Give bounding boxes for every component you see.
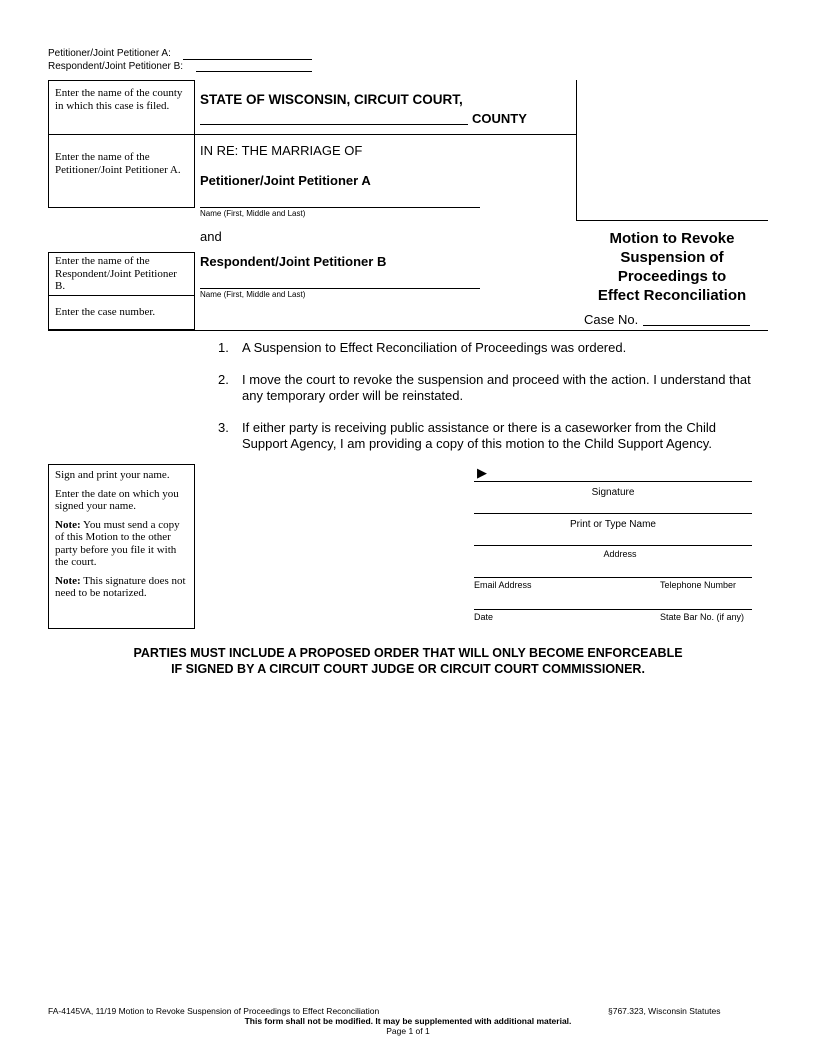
footer-form-id: FA-4145VA, 11/19 Motion to Revoke Suspension of Proceedings to Effect Reconciliation	[48, 1006, 380, 1016]
signature-label: Signature	[591, 487, 635, 498]
print-name-label: Print or Type Name	[570, 519, 656, 530]
motion-item-3-text: If either party is receiving public assistance or there is a caseworker from the Child Support Agency, I am providing a copy of this motion to the Child Support Agency.	[242, 420, 716, 451]
petitioner-a-header-label: Petitioner/Joint Petitioner A:	[48, 48, 171, 59]
caption-divider-right	[576, 220, 768, 221]
footer-statute: §767.323, Wisconsin Statutes	[608, 1006, 721, 1016]
print-name-line[interactable]	[474, 513, 752, 514]
date-bar-line[interactable]	[474, 609, 752, 610]
court-title: STATE OF WISCONSIN, CIRCUIT COURT,	[200, 92, 463, 107]
motion-item-1	[218, 340, 758, 356]
instruction-county: Enter the name of the county in which this case is filed.	[55, 87, 183, 112]
email-label: Email Address	[474, 580, 532, 590]
caption-divider-court	[194, 134, 576, 135]
county-name-line[interactable]	[200, 124, 468, 125]
signature-instructions	[55, 469, 189, 600]
instruction-note-send-copy	[55, 519, 189, 569]
note-label-2: Note:	[55, 574, 81, 587]
motion-item-1-text: A Suspension to Effect Reconciliation of Proceedings was ordered.	[242, 340, 627, 355]
instruction-date: Enter the date on which you signed your name.	[55, 487, 179, 512]
form-title-line-3: Proceedings to	[617, 268, 727, 285]
signature-instruction-box	[48, 464, 195, 629]
instruction-case-number: Enter the case number.	[55, 306, 156, 318]
motion-item-2	[218, 372, 758, 404]
notice-line-1: PARTIES MUST INCLUDE A PROPOSED ORDER THAT WILL ONLY BECOME ENFORCEABLE	[133, 646, 683, 660]
instruction-respondent: Enter the name of the Respondent/Joint Petitioner B.	[55, 255, 177, 292]
caption-divider-vertical	[576, 80, 577, 220]
motion-item-1-number: 1.	[218, 340, 229, 355]
note-label-1: Note:	[55, 518, 81, 531]
form-title	[576, 229, 768, 305]
note-text-1: You must send a copy of this Motion to the other party before you file it with the court.	[55, 518, 180, 568]
form-title-line-1: Motion to Revoke	[609, 230, 735, 247]
footer-modification-note: This form shall not be modified. It may be supplemented with additional material.	[244, 1016, 572, 1026]
caption-bottom-rule	[48, 330, 768, 331]
date-label: Date	[474, 612, 494, 622]
signature-arrow-icon: ▶	[477, 465, 487, 480]
case-no-label: Case No.	[584, 312, 639, 327]
instruction-petitioner: Enter the name of the Petitioner/Joint Petitioner A.	[55, 151, 181, 176]
motion-item-3	[218, 420, 758, 452]
notice-line-2: IF SIGNED BY A CIRCUIT COURT JUDGE OR CIRCUIT COURT COMMISSIONER.	[171, 662, 645, 676]
county-label: COUNTY	[472, 111, 527, 126]
email-phone-line[interactable]	[474, 577, 752, 578]
petitioner-label: Petitioner/Joint Petitioner A	[200, 173, 371, 188]
form-title-line-2: Suspension of	[620, 249, 724, 266]
instruction-note-notarize	[55, 575, 189, 600]
state-bar-label: State Bar No. (if any)	[660, 612, 745, 622]
respondent-b-header-line[interactable]	[196, 71, 312, 72]
petitioner-name-hint: Name (First, Middle and Last)	[200, 209, 306, 218]
in-re-label: IN RE: THE MARRIAGE OF	[200, 143, 363, 158]
proposed-order-notice	[48, 645, 768, 677]
form-title-line-4: Effect Reconciliation	[597, 287, 747, 304]
motion-item-2-number: 2.	[218, 372, 229, 387]
case-no-line[interactable]	[643, 325, 750, 326]
respondent-name-hint: Name (First, Middle and Last)	[200, 290, 306, 299]
signature-line[interactable]	[474, 481, 752, 482]
address-line[interactable]	[474, 545, 752, 546]
instruction-sign-print: Sign and print your name.	[55, 469, 170, 481]
note-text-2: This signature does not need to be notarized.	[55, 574, 186, 599]
instruction-box-county	[48, 80, 195, 135]
motion-item-2-text: I move the court to revoke the suspension and proceed with the action. I understand that any temporary order will be reinstated.	[242, 372, 751, 403]
and-label: and	[200, 229, 222, 244]
motion-item-3-number: 3.	[218, 420, 229, 435]
footer-page-number: Page 1 of 1	[386, 1026, 430, 1036]
petitioner-a-header-line[interactable]	[183, 59, 312, 60]
respondent-label: Respondent/Joint Petitioner B	[200, 254, 387, 269]
respondent-name-line[interactable]	[200, 288, 480, 289]
petitioner-name-line[interactable]	[200, 207, 480, 208]
instruction-box-respondent	[48, 252, 195, 330]
respondent-b-header-label: Respondent/Joint Petitioner B:	[48, 61, 184, 72]
address-label: Address	[603, 549, 637, 559]
telephone-label: Telephone Number	[660, 580, 737, 590]
instruction-box-divider	[49, 295, 194, 296]
instruction-box-petitioner	[48, 134, 195, 208]
